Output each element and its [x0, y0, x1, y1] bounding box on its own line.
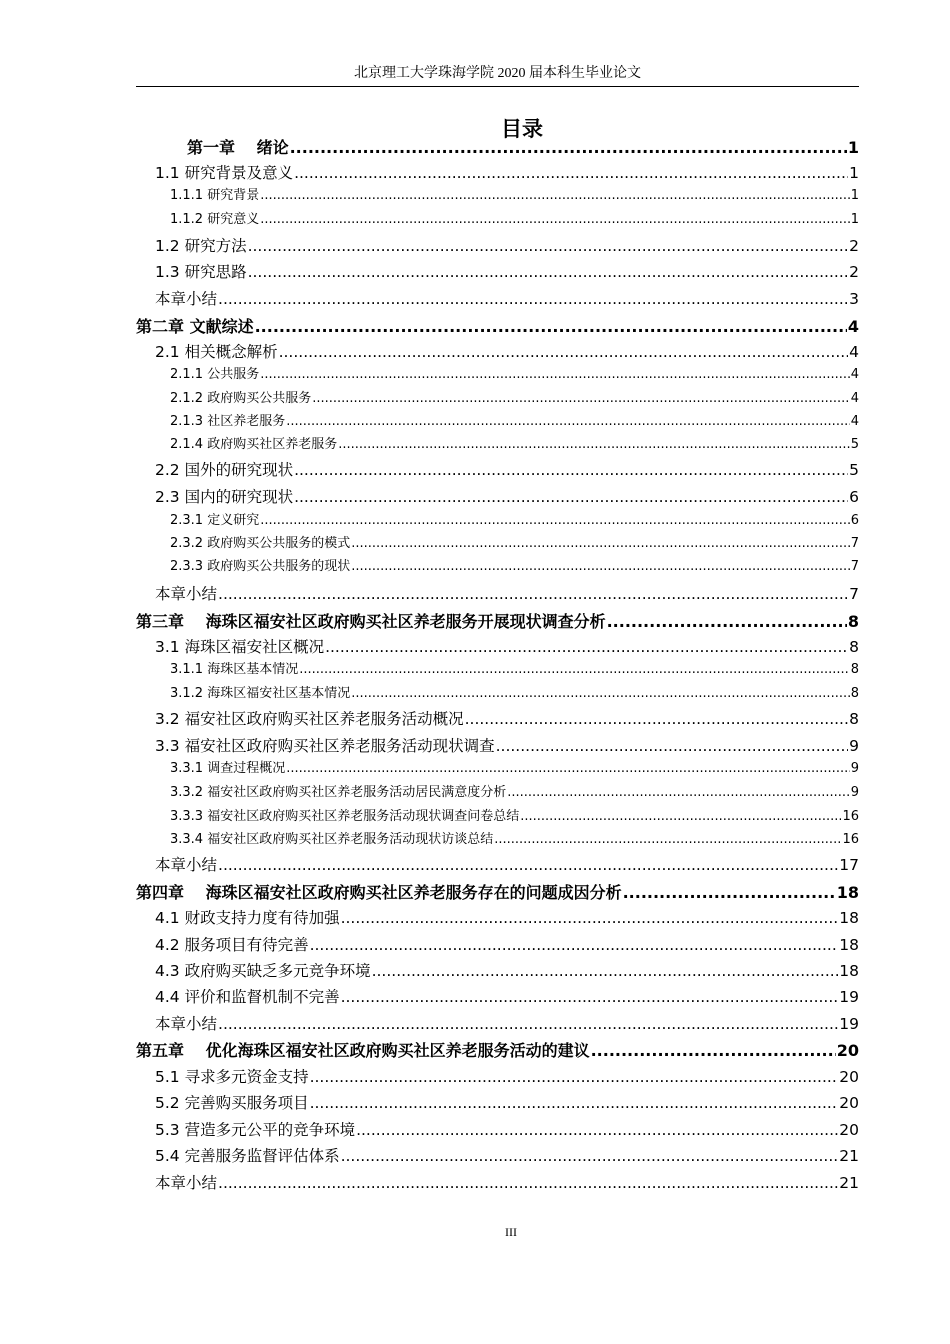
toc-entry-label: 2.3.2 政府购买公共服务的模式: [170, 536, 351, 551]
toc-section-entry[interactable]: [155, 290, 859, 309]
toc-chapter-entry[interactable]: [136, 1041, 859, 1060]
toc-section-entry[interactable]: [155, 936, 859, 955]
toc-subsection-entry[interactable]: [170, 559, 859, 575]
toc-entry-page: 20: [836, 1041, 859, 1060]
toc-entry-label: 1.1 研究背景及意义: [155, 164, 294, 182]
toc-chapter-entry[interactable]: [136, 317, 859, 336]
toc-chapter-entry[interactable]: [136, 612, 859, 631]
toc-entry-label: 5.1 寻求多元资金支持: [155, 1068, 309, 1086]
toc-entry-page: 1: [850, 212, 859, 227]
toc-entry-page: 21: [839, 1174, 859, 1192]
toc-entry-label: 1.2 研究方法: [155, 237, 247, 255]
toc-entry-page: 1: [849, 164, 859, 182]
toc-dot-leader: [218, 585, 848, 604]
toc-entry-page: 16: [842, 832, 859, 847]
toc-entry-label: 3.3 福安社区政府购买社区养老服务活动现状调查: [155, 737, 495, 755]
toc-dot-leader: [294, 488, 848, 507]
toc-entry-page: 18: [839, 909, 859, 927]
toc-section-entry[interactable]: [155, 585, 859, 604]
toc-subsection-entry[interactable]: [170, 785, 859, 801]
toc-entry-page: 7: [849, 585, 859, 603]
toc-entry-page: 20: [839, 1094, 859, 1112]
toc-entry-page: 2: [849, 237, 859, 255]
toc-section-entry[interactable]: [155, 962, 859, 981]
toc-dot-leader: [218, 1015, 838, 1034]
toc-dot-leader: [356, 1121, 838, 1140]
toc-entry-label: 3.3.4 福安社区政府购买社区养老服务活动现状访谈总结: [170, 832, 494, 847]
toc-entry-page: 8: [847, 612, 859, 631]
toc-entry-page: 21: [839, 1147, 859, 1165]
toc-entry-label: 2.1 相关概念解析: [155, 343, 278, 361]
toc-entry-page: 7: [850, 536, 859, 551]
toc-entry-label: 1.1.1 研究背景: [170, 188, 260, 203]
toc-dot-leader: [260, 513, 850, 529]
toc-dot-leader: [260, 188, 850, 204]
toc-entry-label: 3.1 海珠区福安社区概况: [155, 638, 325, 656]
toc-entry-label: 本章小结: [155, 585, 218, 603]
toc-section-entry[interactable]: [155, 343, 859, 362]
toc-subsection-entry[interactable]: [170, 188, 859, 204]
toc-dot-leader: [294, 164, 848, 183]
toc-dot-leader: [310, 1094, 839, 1113]
toc-subsection-entry[interactable]: [170, 536, 859, 552]
toc-entry-label: 3.3.1 调查过程概况: [170, 761, 286, 776]
toc-entry-page: 4: [849, 343, 859, 361]
toc-dot-leader: [351, 686, 850, 702]
toc-entry-page: 4: [850, 414, 859, 429]
toc-dot-leader: [372, 962, 839, 981]
toc-dot-leader: [351, 559, 850, 575]
toc-entry-label: 5.3 营造多元公平的竞争环境: [155, 1121, 356, 1139]
toc-dot-leader: [341, 909, 839, 928]
toc-entry-label: 2.1.4 政府购买社区养老服务: [170, 437, 338, 452]
toc-entry-page: 19: [839, 1015, 859, 1033]
toc-entry-label: 本章小结: [155, 1174, 218, 1192]
toc-dot-leader: [607, 612, 847, 631]
toc-entry-label: 2.1.3 社区养老服务: [170, 414, 286, 429]
toc-section-entry[interactable]: [155, 856, 859, 875]
toc-subsection-entry[interactable]: [170, 212, 859, 228]
toc-entry-label: 第五章 优化海珠区福安社区政府购买社区养老服务活动的建议: [136, 1041, 590, 1060]
toc-section-entry[interactable]: [155, 461, 859, 480]
toc-chapter-entry[interactable]: [187, 138, 859, 157]
toc-dot-leader: [341, 988, 839, 1007]
toc-dot-leader: [310, 1068, 839, 1087]
toc-entry-label: 2.3 国内的研究现状: [155, 488, 294, 506]
page-footer: [0, 1225, 950, 1240]
toc-dot-leader: [294, 461, 848, 480]
toc-section-entry[interactable]: [155, 638, 859, 657]
toc-section-entry[interactable]: [155, 263, 859, 282]
toc-entry-page: 16: [842, 809, 859, 824]
toc-section-entry[interactable]: [155, 488, 859, 507]
toc-entry-page: 17: [839, 856, 859, 874]
toc-dot-leader: [218, 290, 848, 309]
toc-entry-page: 8: [850, 686, 859, 701]
toc-entry-label: 4.1 财政支持力度有待加强: [155, 909, 340, 927]
toc-dot-leader: [520, 809, 841, 825]
toc-dot-leader: [312, 391, 850, 407]
toc-dot-leader: [623, 883, 836, 902]
toc-entry-page: 18: [839, 962, 859, 980]
toc-dot-leader: [260, 212, 850, 228]
header-text: 北京理工大学珠海学院 2020 届本科生毕业论文: [354, 66, 641, 81]
toc-subsection-entry[interactable]: [170, 513, 859, 529]
toc-dot-leader: [248, 263, 849, 282]
toc-entry-page: 18: [839, 936, 859, 954]
toc-entry-page: 9: [850, 785, 859, 800]
toc-entry-label: 3.1.2 海珠区福安社区基本情况: [170, 686, 351, 701]
toc-dot-leader: [341, 1147, 839, 1166]
toc-subsection-entry[interactable]: [170, 414, 859, 430]
toc-entry-page: 6: [850, 513, 859, 528]
toc-dot-leader: [325, 638, 848, 657]
toc-entry-page: 7: [850, 559, 859, 574]
toc-entry-page: 2: [849, 263, 859, 281]
toc-dot-leader: [494, 832, 841, 848]
toc-section-entry[interactable]: [155, 237, 859, 256]
toc-entry-label: 2.3.3 政府购买公共服务的现状: [170, 559, 351, 574]
toc-entry-label: 3.1.1 海珠区基本情况: [170, 662, 299, 677]
toc-entry-page: 4: [847, 317, 859, 336]
toc-chapter-entry[interactable]: [136, 883, 859, 902]
toc-section-entry[interactable]: [155, 1121, 859, 1140]
toc-entry-label: 4.2 服务项目有待完善: [155, 936, 309, 954]
toc-entry-page: 19: [839, 988, 859, 1006]
toc-entry-label: 2.2 国外的研究现状: [155, 461, 294, 479]
toc-dot-leader: [255, 317, 847, 336]
toc-entry-label: 第二章 文献综述: [136, 317, 254, 336]
toc-dot-leader: [286, 761, 850, 777]
toc-dot-leader: [260, 367, 850, 383]
toc-entry-page: 8: [850, 662, 859, 677]
toc-entry-page: 18: [836, 883, 859, 902]
toc-dot-leader: [218, 1174, 838, 1193]
toc-section-entry[interactable]: [155, 1174, 859, 1193]
toc-dot-leader: [351, 536, 850, 552]
toc-dot-leader: [591, 1041, 836, 1060]
toc-entry-label: 2.1.2 政府购买公共服务: [170, 391, 312, 406]
toc-section-entry[interactable]: [155, 737, 859, 756]
toc-section-entry[interactable]: [155, 164, 859, 183]
toc-entry-label: 第四章 海珠区福安社区政府购买社区养老服务存在的问题成因分析: [136, 883, 622, 902]
toc-entry-label: 3.3.3 福安社区政府购买社区养老服务活动现状调查问卷总结: [170, 809, 520, 824]
toc-entry-label: 2.1.1 公共服务: [170, 367, 260, 382]
toc-subsection-entry[interactable]: [170, 437, 859, 453]
toc-dot-leader: [338, 437, 850, 453]
toc-entry-label: 4.4 评价和监督机制不完善: [155, 988, 340, 1006]
toc-entry-label: 第一章 绪论: [187, 138, 289, 157]
toc-entry-label: 1.1.2 研究意义: [170, 212, 260, 227]
toc-entry-label: 本章小结: [155, 290, 218, 308]
toc-entry-page: 5: [850, 437, 859, 452]
toc-section-entry[interactable]: [155, 909, 859, 928]
toc-dot-leader: [507, 785, 850, 801]
toc-section-entry[interactable]: [155, 1147, 859, 1166]
toc-entry-page: 5: [849, 461, 859, 479]
toc-entry-label: 3.2 福安社区政府购买社区养老服务活动概况: [155, 710, 464, 728]
toc-entry-label: 3.3.2 福安社区政府购买社区养老服务活动居民满意度分析: [170, 785, 507, 800]
toc-dot-leader: [248, 237, 849, 256]
toc-dot-leader: [310, 936, 839, 955]
toc-subsection-entry[interactable]: [170, 391, 859, 407]
toc-entry-page: 9: [849, 737, 859, 755]
toc-entry-page: 9: [850, 761, 859, 776]
toc-entry-label: 5.2 完善购买服务项目: [155, 1094, 309, 1112]
toc-section-entry[interactable]: [155, 710, 859, 729]
toc-section-entry[interactable]: [155, 1015, 859, 1034]
toc-entry-label: 1.3 研究思路: [155, 263, 247, 281]
toc-entry-label: 2.3.1 定义研究: [170, 513, 260, 528]
toc-entry-page: 4: [850, 391, 859, 406]
toc-dot-leader: [218, 856, 838, 875]
toc-entry-label: 4.3 政府购买缺乏多元竞争环境: [155, 962, 371, 980]
toc-subsection-entry[interactable]: [170, 662, 859, 678]
toc-section-entry[interactable]: [155, 988, 859, 1007]
toc-dot-leader: [299, 662, 850, 678]
toc-subsection-entry[interactable]: [170, 367, 859, 383]
toc-dot-leader: [465, 710, 849, 729]
toc-dot-leader: [290, 138, 847, 157]
toc-entry-label: 本章小结: [155, 1015, 218, 1033]
toc-entry-page: 4: [850, 367, 859, 382]
toc-dot-leader: [496, 737, 849, 756]
toc-dot-leader: [279, 343, 849, 362]
toc-entry-page: 3: [849, 290, 859, 308]
toc-entry-page: 8: [849, 638, 859, 656]
toc-entry-page: 20: [839, 1121, 859, 1139]
toc-entry-page: 6: [849, 488, 859, 506]
toc-dot-leader: [286, 414, 850, 430]
toc-subsection-entry[interactable]: [170, 809, 859, 825]
toc-entry-page: 20: [839, 1068, 859, 1086]
toc-entry-page: 1: [847, 138, 859, 157]
toc-section-entry[interactable]: [155, 1094, 859, 1113]
toc-subsection-entry[interactable]: [170, 761, 859, 777]
toc-title: 目录: [501, 117, 543, 141]
toc-entry-label: 本章小结: [155, 856, 218, 874]
toc-entry-label: 第三章 海珠区福安社区政府购买社区养老服务开展现状调查分析: [136, 612, 606, 631]
toc-entry-label: 5.4 完善服务监督评估体系: [155, 1147, 340, 1165]
toc-entry-page: 8: [849, 710, 859, 728]
toc-subsection-entry[interactable]: [170, 832, 859, 848]
toc-entry-page: 1: [850, 188, 859, 203]
toc-section-entry[interactable]: [155, 1068, 859, 1087]
page-number: III: [505, 1225, 517, 1239]
toc-subsection-entry[interactable]: [170, 686, 859, 702]
